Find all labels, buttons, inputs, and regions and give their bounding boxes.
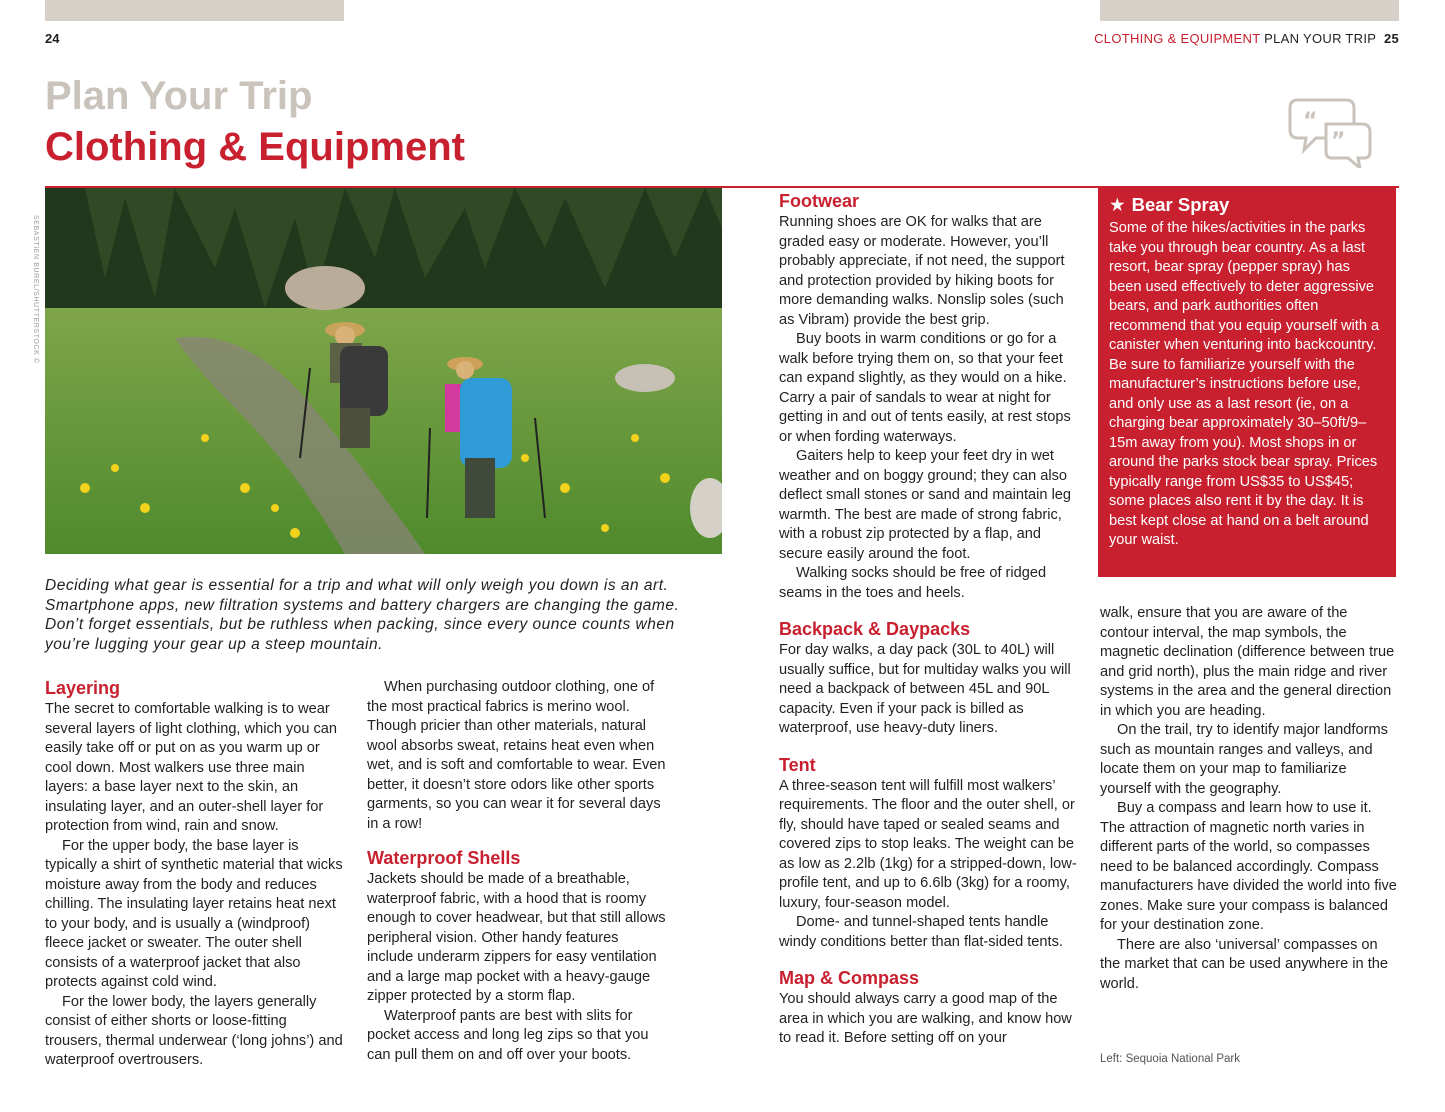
chapter-title: Plan Your Trip: [45, 74, 313, 118]
left-header-tab: [45, 0, 344, 21]
tent-paragraph: A three-season tent will fulfill most walkers’ requirements. The floor and the outer shell, or fly, should have taped or sealed seams and covered zips to stop leaks. The weight can be as low as 2.2lb (1kg) for a stripped-down, low-profile tent, and up to 6.6lb (3kg) for a roomy, luxury, four-season model.: [779, 777, 1077, 911]
map-paragraph: Buy a compass and learn how to use it. The attraction of magnetic north varies in different parts of the world, so compasses need to be balanced accordingly. Compass manufacturers have divided the world into five zones. Make sure your compass is balanced for your destination zone.: [1100, 800, 1397, 933]
running-head-section: CLOTHING & EQUIPMENT: [1094, 31, 1261, 46]
right-page-number: 25: [1383, 31, 1399, 46]
running-head: [1094, 31, 1399, 46]
footwear-paragraph: Gaiters help to keep your feet dry in wet weather and on boggy ground; they can also deflect small stones or sand and maintain leg warmth. The best are made of strong fabric, with a robust zip protected by a flap, and secure easily around the foot.: [779, 448, 1072, 562]
tent-heading: Tent: [779, 754, 816, 775]
backpack-heading: Backpack & Daypacks: [779, 619, 971, 639]
svg-text:”: ”: [1331, 129, 1346, 154]
callout-body: Some of the hikes/activities in the parks take you through bear country. As a last resort, bear spray (pepper spray) has been used effectively to deter aggressive bears, and park authorities often recommend that you equip yourself with a canister when venturing into backcountry. Be sure to familiarize yourself with the manufacturer’s instructions before use, and only use as a last resort (ie, on a charging bear approximately 30–50ft/9–15m away from you). Most shops in or around the parks stock bear spray. Prices typically range from US$35 to US$45; some places also rent it by the day. It is best kept close at hand on a belt around your waist.: [1109, 220, 1380, 548]
waterproof-paragraph: Waterproof pants are best with slits for pocket access and long leg zips so that you can pull them on and off over your boots.: [367, 1007, 649, 1063]
map-paragraph: On the trail, try to identify major landforms such as mountain ranges and valleys, and locate them on your map to familiarize yourself with the geography.: [1100, 722, 1388, 797]
svg-text:“: “: [1303, 109, 1318, 134]
footwear-paragraph: Walking socks should be free of ridged seams in the toes and heels.: [779, 565, 1047, 601]
footwear-paragraph: Running shoes are OK for walks that are graded easy or moderate. However, you’ll probably appreciate, if not need, the support and protection provided by hiking boots for more demanding walks. Nonslip soles (such as Vibram) provide the best grip.: [779, 214, 1065, 328]
layering-heading: Layering: [45, 678, 121, 698]
speech-bubbles-icon: [1288, 96, 1372, 173]
layering-paragraph: When purchasing outdoor clothing, one of the most practical fabrics is merino wool. Though pricier than other materials, natural wool absorbs sweat, retains heat even when wet, and is soft and comfortable to wear. Even better, it doesn’t store odors like other sports garments, so you can wear it for several days in a row!: [367, 679, 666, 832]
column-4: [1100, 604, 1400, 994]
column-1: [45, 676, 345, 1071]
column-3: [779, 189, 1079, 1049]
waterproof-shells-heading: Waterproof Shells: [367, 848, 521, 868]
photo-credit: SEBASTIEN BUREL/SHUTTERSTOCK ©: [32, 215, 39, 364]
layering-paragraph: The secret to comfortable walking is to wear several layers of light clothing, which you can easily take off or put on as you warm up or cool down. Most walkers use three main layers: a base layer next to the skin, an insulating layer, and an outer-shell layer for protection from wind, rain and snow.: [45, 701, 338, 834]
map-paragraph: There are also ‘universal’ compasses on the market that can be used anywhere in the world.: [1100, 936, 1388, 992]
column-2: [367, 678, 667, 1065]
map-paragraph: You should always carry a good map of the area in which you are walking, and know how to read it. Before setting off on your: [779, 991, 1072, 1046]
layering-paragraph: For the upper body, the base layer is typically a shirt of synthetic material that wicks moisture away from the body and reduces chilling. The insulating layer retains heat next to your body, and is usually a (windproof) fleece jacket or sweater. The outer shell consists of a waterproof jacket that also protects against cold wind.: [45, 837, 343, 990]
map-compass-heading: Map & Compass: [779, 968, 920, 988]
footwear-heading: Footwear: [779, 191, 860, 211]
waterproof-paragraph: Jackets should be made of a breathable, waterproof fabric, with a hood that is roomy enough to cover headwear, but that still allows peripheral vision. Other handy features include underarm zippers for easy ventilation and a large map pocket with a heavy-gauge zipper protected by a storm flap.: [367, 871, 666, 1004]
photo-caption: Left: Sequoia National Park: [1100, 1053, 1241, 1065]
intro-text: Deciding what gear is essential for a trip and what will only weigh you down is an art. Smartphone apps, new filtration systems and battery chargers are changing the game. Don’t forget essentials, but be ruthless when packing, since every ounce counts when you’re lugging your gear up a steep mountain.: [45, 577, 680, 653]
map-paragraph: walk, ensure that you are aware of the contour interval, the map symbols, the magnetic declination (difference between true and grid north), plus the main ridge and river systems in the area and the general direction in which you are heading.: [1100, 605, 1395, 719]
running-head-chapter: PLAN YOUR TRIP: [1264, 31, 1377, 46]
callout-heading: [1109, 193, 1386, 217]
section-title: Clothing & Equipment: [45, 125, 465, 169]
callout-heading-text: Bear Spray: [1131, 194, 1230, 215]
footwear-paragraph: Buy boots in warm conditions or go for a walk before trying them on, so that your feet can expand slightly, as they would on a hike. Carry a pair of sandals to wear at night for getting in and out of tents easily, at rest stops or when fording waterways.: [779, 331, 1071, 445]
layering-paragraph: For the lower body, the layers generally consist of either shorts or loose-fitting trousers, thermal underwear (‘long johns’) and waterproof overtrousers.: [45, 993, 343, 1068]
tent-paragraph: Dome- and tunnel-shaped tents handle windy conditions better than flat-sided tents.: [779, 914, 1063, 950]
star-icon: ★: [1109, 194, 1126, 215]
bear-spray-callout: [1098, 187, 1396, 577]
right-header-tab: [1100, 0, 1399, 21]
left-page-number: 24: [45, 31, 60, 46]
backpack-paragraph: For day walks, a day pack (30L to 40L) will usually suffice, but for multiday walks you will need a backpack of between 45L and 90L capacity. Even if your pack is billed as waterproof, use heavy-duty liners.: [779, 642, 1071, 736]
hikers-meadow-photo: [45, 188, 722, 554]
